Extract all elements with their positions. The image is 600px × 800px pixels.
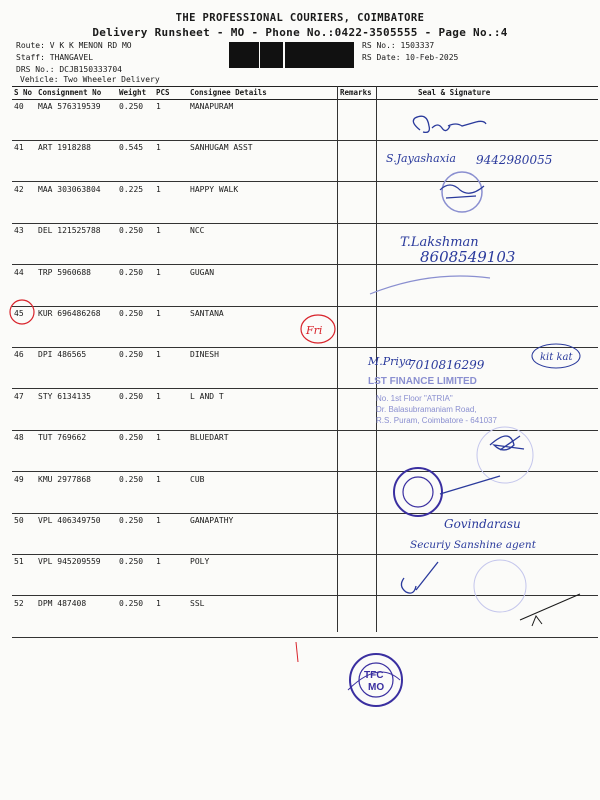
cell-sno: 46 <box>14 350 24 360</box>
table-row <box>12 223 598 265</box>
barcode-bar <box>280 42 281 68</box>
barcode-bar <box>329 42 331 68</box>
barcode-bar <box>230 42 232 68</box>
cell-consignee: SSL <box>190 598 205 608</box>
barcode-bar <box>239 42 242 68</box>
barcode-bar <box>245 42 246 68</box>
barcode-bar <box>233 42 236 68</box>
barcode-bar <box>281 42 283 68</box>
signature-name-row50: Govindarasu <box>444 517 521 531</box>
barcode-bar <box>310 42 311 68</box>
barcode-bar <box>305 42 307 68</box>
cell-consignee: L AND T <box>190 391 224 401</box>
cell-consignee: POLY <box>190 557 210 567</box>
table-row <box>12 596 598 638</box>
cell-consignee: BLUEDART <box>190 433 229 443</box>
barcode-bar <box>256 42 258 68</box>
cell-sno: 47 <box>14 391 24 401</box>
drs-number: DRS No.: DCJB150333704 <box>16 65 122 74</box>
cell-weight: 0.250 <box>119 102 144 111</box>
col-weight: Weight <box>119 88 147 97</box>
cell-sno: 40 <box>14 102 24 111</box>
cell-sno: 52 <box>14 598 24 608</box>
barcode-bar <box>315 42 318 68</box>
cell-pcs: 1 <box>156 391 161 401</box>
barcode-bar <box>346 42 349 68</box>
cell-pcs: 1 <box>156 184 161 194</box>
cell-pcs: 1 <box>156 350 161 360</box>
barcode-bar <box>258 42 259 68</box>
cell-consignment: TUT 769662 <box>38 433 87 443</box>
cell-pcs: 1 <box>156 598 161 608</box>
barcode-bar <box>276 42 277 68</box>
stamp-address-line2: Dr. Balasubramaniam Road, <box>376 405 477 414</box>
barcode-bar <box>343 42 344 68</box>
tfc-signature <box>348 672 400 690</box>
vehicle-type: Vehicle: Two Wheeler Delivery <box>20 75 160 84</box>
barcode-bar <box>285 42 288 68</box>
barcode-bar <box>338 42 340 68</box>
barcode-bar <box>232 42 233 68</box>
rs-number: RS No.: 1503337 <box>362 41 435 50</box>
table-row <box>12 389 598 431</box>
cell-weight: 0.250 <box>119 350 144 360</box>
cell-sno: 44 <box>14 267 24 277</box>
table-header <box>12 86 598 100</box>
cell-weight: 0.250 <box>119 516 144 525</box>
barcode-bar <box>318 42 319 68</box>
cell-consignee: GANAPATHY <box>190 516 234 525</box>
cell-weight: 0.250 <box>119 433 144 443</box>
barcode-bar <box>327 42 329 68</box>
cell-consignee: NCC <box>190 226 205 236</box>
barcode-bar <box>289 42 292 68</box>
stamp-address-line3: R.S. Puram, Coimbatore - 641037 <box>376 416 497 425</box>
barcode-bar <box>275 42 276 68</box>
cell-consignment: DPM 487408 <box>38 598 87 608</box>
tfc-seal-inner <box>359 663 393 697</box>
cell-pcs: 1 <box>156 102 161 111</box>
cell-sno: 43 <box>14 226 24 236</box>
barcode-bar <box>335 42 336 68</box>
cell-consignee: MANAPURAM <box>190 102 234 111</box>
company-stamp-row46: LST FINANCE LIMITED <box>368 376 477 387</box>
signature-name-row46: M.Priya <box>368 355 412 368</box>
tfc-seal-top: TFC <box>364 670 384 681</box>
table-row <box>12 472 598 514</box>
barcode-bar <box>236 42 239 68</box>
cell-sno: 48 <box>14 433 24 443</box>
cell-pcs: 1 <box>156 557 161 567</box>
red-mark-row45: Fri <box>306 324 323 337</box>
col-remarks: Remarks <box>340 88 372 97</box>
staff-label: Staff: THANGAVEL <box>16 53 94 62</box>
barcode-bar <box>331 42 333 68</box>
cell-consignment: DEL 121525788 <box>38 226 101 236</box>
barcode-bar <box>252 42 253 68</box>
barcode-bar <box>314 42 315 68</box>
table-row <box>12 347 598 389</box>
cell-consignment: KUR 696486268 <box>38 309 101 318</box>
signature-phone-row41: 9442980055 <box>476 153 553 167</box>
barcode-bar <box>333 42 334 68</box>
cell-weight: 0.250 <box>119 391 144 401</box>
cell-weight: 0.250 <box>119 557 144 567</box>
signature-phone-row46: 7010816299 <box>408 358 485 372</box>
runsheet-title: Delivery Runsheet - MO - Phone No.:0422-3505555 - Page No.:4 <box>92 26 508 39</box>
cell-consignment: ART 1918288 <box>38 143 91 153</box>
barcode-bar <box>303 42 305 68</box>
table-row <box>12 265 598 307</box>
barcode-bar <box>272 42 275 68</box>
col-consignee: Consignee Details <box>190 88 267 97</box>
cell-weight: 0.250 <box>119 598 144 608</box>
barcode-bar <box>352 42 354 68</box>
cell-pcs: 1 <box>156 516 161 525</box>
cell-sno: 45 <box>14 309 24 318</box>
barcode-bar <box>322 42 325 68</box>
cell-consignment: KMU 2977868 <box>38 474 91 484</box>
cell-pcs: 1 <box>156 226 161 236</box>
cell-sno: 50 <box>14 516 24 525</box>
barcode-bar <box>340 42 343 68</box>
barcode-bar <box>253 42 254 68</box>
barcode-bar <box>307 42 310 68</box>
cell-weight: 0.250 <box>119 267 144 277</box>
barcode-bar <box>292 42 294 68</box>
cell-consignment: TRP 5960688 <box>38 267 91 277</box>
table-row <box>12 513 598 555</box>
barcode-bar <box>311 42 312 68</box>
barcode-bar <box>249 42 252 68</box>
stamp-address-line1: No. 1st Floor "ATRIA" <box>376 394 453 403</box>
signature-phone-row43: 8608549103 <box>420 248 516 266</box>
cell-pcs: 1 <box>156 474 161 484</box>
barcode-bar <box>300 42 303 68</box>
table-row <box>12 430 598 472</box>
barcode-bar <box>312 42 314 68</box>
barcode-bar <box>349 42 352 68</box>
cell-weight: 0.250 <box>119 474 144 484</box>
barcode-bar <box>229 42 230 68</box>
barcode-bar <box>242 42 245 68</box>
barcode-bar <box>326 42 327 68</box>
cell-pcs: 1 <box>156 309 161 318</box>
cell-consignment: VPL 945209559 <box>38 557 101 567</box>
cell-weight: 0.545 <box>119 143 144 153</box>
barcode-bar <box>277 42 278 68</box>
tfc-seal <box>350 654 402 706</box>
cell-consignment: STY 6134135 <box>38 391 91 401</box>
barcode-bar <box>262 42 263 68</box>
barcode-bar <box>319 42 322 68</box>
tfc-seal-bottom: MO <box>368 682 385 693</box>
signature-note-row46: kit kat <box>540 352 573 363</box>
cell-consignee: HAPPY WALK <box>190 184 239 194</box>
barcode-bar <box>254 42 256 68</box>
barcode-bar <box>288 42 289 68</box>
signature-name-row43: T.Lakshman <box>400 235 479 250</box>
barcode-bar <box>246 42 249 68</box>
cell-consignee: SANHUGAM ASST <box>190 143 253 153</box>
signature-role-row50: Securiy Sanshine agent <box>410 539 536 551</box>
barcode-bar <box>297 42 300 68</box>
barcode-bar <box>260 42 262 68</box>
rs-date: RS Date: 10-Feb-2025 <box>362 53 459 62</box>
cell-consignee: DINESH <box>190 350 219 360</box>
barcode-bar <box>294 42 297 68</box>
cell-weight: 0.225 <box>119 184 144 194</box>
cell-weight: 0.250 <box>119 309 144 318</box>
cell-consignment: VPL 406349750 <box>38 516 101 525</box>
cell-pcs: 1 <box>156 143 161 153</box>
table-row <box>12 182 598 224</box>
cell-pcs: 1 <box>156 433 161 443</box>
cell-consignment: DPI 486565 <box>38 350 87 360</box>
signature-name-row41: S.Jayashaxia <box>386 152 456 165</box>
barcode-bar <box>344 42 346 68</box>
barcode-bar <box>336 42 338 68</box>
barcode-bar <box>268 42 270 68</box>
col-seal: Seal & Signature <box>418 88 491 97</box>
barcode-bar <box>325 42 326 68</box>
col-consignment: Consignment No <box>38 88 102 97</box>
table-row <box>12 306 598 348</box>
barcode-bar <box>334 42 335 68</box>
col-pcs: PCS <box>156 88 170 97</box>
cell-sno: 49 <box>14 474 24 484</box>
route-label: Route: V K K MENON RD MO <box>16 41 132 50</box>
company-title: THE PROFESSIONAL COURIERS, COIMBATORE <box>175 12 425 24</box>
table-row <box>12 99 598 141</box>
barcode-bar <box>265 42 268 68</box>
barcode-bar <box>278 42 280 68</box>
barcode-bar <box>270 42 272 68</box>
red-tick-mark <box>296 642 298 662</box>
barcode <box>228 42 354 68</box>
col-sno: S No <box>14 88 33 97</box>
cell-consignee: SANTANA <box>190 309 224 318</box>
cell-weight: 0.250 <box>119 226 144 236</box>
cell-consignee: GUGAN <box>190 267 215 277</box>
cell-sno: 42 <box>14 184 24 194</box>
cell-sno: 41 <box>14 143 24 153</box>
cell-consignment: MAA 303063804 <box>38 184 101 194</box>
table-row <box>12 554 598 596</box>
table-row <box>12 140 598 182</box>
cell-sno: 51 <box>14 557 24 567</box>
cell-pcs: 1 <box>156 267 161 277</box>
cell-consignment: MAA 576319539 <box>38 102 101 111</box>
barcode-bar <box>263 42 265 68</box>
cell-consignee: CUB <box>190 474 205 484</box>
